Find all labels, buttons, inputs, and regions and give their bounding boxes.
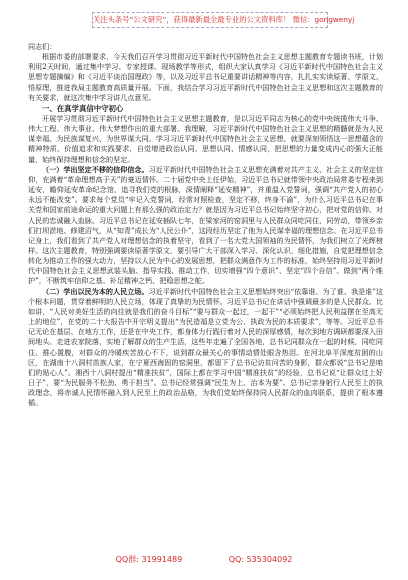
header-banner-text: 关注头条号“公文研究”，获得最新最全最专业的公文资料库！ 微信：gongwenyj bbox=[93, 15, 355, 24]
subsection-2-text: 习近平新时代中国特色社会主义思想始终突出“依靠谁、为了谁、我是谁”这个根本问题，贯穿着鲜明的人民立场，体现了真挚的为民情怀。习近平总书记在讲话中强调最多的是人民群众。比如讲，“人民对美好生活的向往就是我们的奋斗目标”“要与群众一起过，一起干”“必须始终把人民利益摆在至高无上的地位”，在党的二十大报告中开宗明义提出“为民造福是立党为公、执政为民的本质要求”，等等。习近平总书记无论在基层、在地方工作，还是在中央工作，都身体力行践行着对人民的深厚感情，每次到地方调研都要深入田间地头、走进农家院落，实地了解群众的生产生活，这些年走遍了全国各地，总书记同群众在一起的时候，同吃同住、推心置腹，对群众的冷暖疾苦放心不下，说到群众最关心的事情动情处眼含热泪。在河北阜平深度贫困的山区，在湖南十八洞村苗族人家，在宁夏西海固的窑洞里，都留下了总书记访贫问苦的身影，群众都说“总书记是咱们的贴心人”。湘西十八洞村提出“精准扶贫”，国际上都在学习中国“精准扶贫”的经验，总书记说“让群众过上好日子”，要“为民服务不松劲、勇于担当”。总书记经常强调“民生为上、治本为要”。总书记亲身躬行人民至上的执政理念，将赤诚人民情怀融入到人民至上的政治品格，为我们党始终保持同人民群众的血肉联系，提供了根本遵循。 bbox=[28, 286, 383, 408]
intro-paragraph: 根据市委的部署要求，今天我们召开学习贯彻习近平新时代中国特色社会主义思想主题教育专题读书班，计划利用2天时间，通过集中学习、专家授课、现场教学等形式，组织大家认真学习《习近平新时代中国特色社会主义思想专题摘编》和《习近平谈治国理政》等，以及习近平总书记重要讲话精神等内容，扎扎实实读原著、学原文、悟原理，推进我局主题教育高质量开展。下面，我结合学习习近平新时代中国特色社会主义思想和这次主题教育的有关要求，就这次集中学习讲几点意见。 bbox=[28, 52, 383, 102]
section-1-intro: 开展学习贯彻习近平新时代中国特色社会主义思想主题教育，是以习近平同志为核心的党中央统揽伟大斗争、伟大工程、伟大事业、伟大梦想作出的重大部署。我理解，习近平新时代中国特色社会主义思想的精髓就是为人民谋幸福、为民族谋复兴、为世界谋大同。学习习近平新时代中国特色社会主义思想，就要深刻领悟这一思想蕴含的精神特质、价值追求和实践要求，自觉增进政治认同、思想认同、情感认同，把思想的力量变成内心的强大正能量，始终保持理想和信念的坚定。 bbox=[28, 113, 383, 164]
subsection-1-text: 习近平新时代中国特色社会主义思想充满着对共产主义、社会主义的坚定信仰，充满着“革命理想高于天”的豪迈情怀。二十届党中央上任伊始，习近平总书记就带领中央政治局常委专程来到延安，瞻仰延安革命纪念馆，追寻我们党的根脉，深情阐释“延安精神”，并重温入党誓词，强调“共产党人的初心永远不能改变”。要求每个党员“牢记入党誓词，经常对照检查，坚定不移，终身不渝”，为什么习近平总书记在事关党和国家前途命运的重大问题上有那么强的政治定力？就是因为习近平总书记始终坚守初心，把对党的信仰、对人民的忠诚融入血脉。习近平总书记在延安插队七年，在梁家河的窑洞里与人民群众同吃同住、同劳动，带领乡亲们打坝淤地、修建沼气，从“知青”成长为“人民公仆”，这段经历坚定了他为人民谋幸福的理想信念。在习近平总书记身上，我们看到了共产党人对理想信念的执着坚守，看到了一名大党大国领袖的为民情怀，为我们树立了光辉榜样。这次主题教育，特别强调要读原著学原文，要引导广大干部深入学习、深化认识、细化措施，自觉把理想信念转化为推动工作的强大动力，坚持以人民为中心的发展思想，把群众满意作为工作的标准，始终坚持用习近平新时代中国特色社会主义思想武装头脑、指导实践、推动工作，切实增强“四个意识”、坚定“四个自信”、做到“两个维护”，不断筑牢信仰之基、补足精神之钙、把稳思想之舵。 bbox=[28, 164, 384, 286]
subsection-2-heading: （二）学出以民为本的人民立场。 bbox=[42, 286, 149, 296]
footer-qq-group: QQ群: 31991489 bbox=[115, 555, 183, 564]
subsection-1-heading: （一）学出坚定不移的信仰信念。 bbox=[42, 164, 149, 174]
header-banner bbox=[92, 12, 355, 28]
footer-qq: QQ: 535304092 bbox=[228, 555, 293, 564]
footer-contact bbox=[0, 554, 408, 568]
section-heading-1: 一、在真学真信中守初心 bbox=[42, 103, 124, 113]
greeting: 同志们： bbox=[28, 42, 57, 51]
subsection-1 bbox=[28, 165, 383, 287]
document-body bbox=[28, 42, 383, 408]
subsection-2 bbox=[28, 287, 383, 409]
